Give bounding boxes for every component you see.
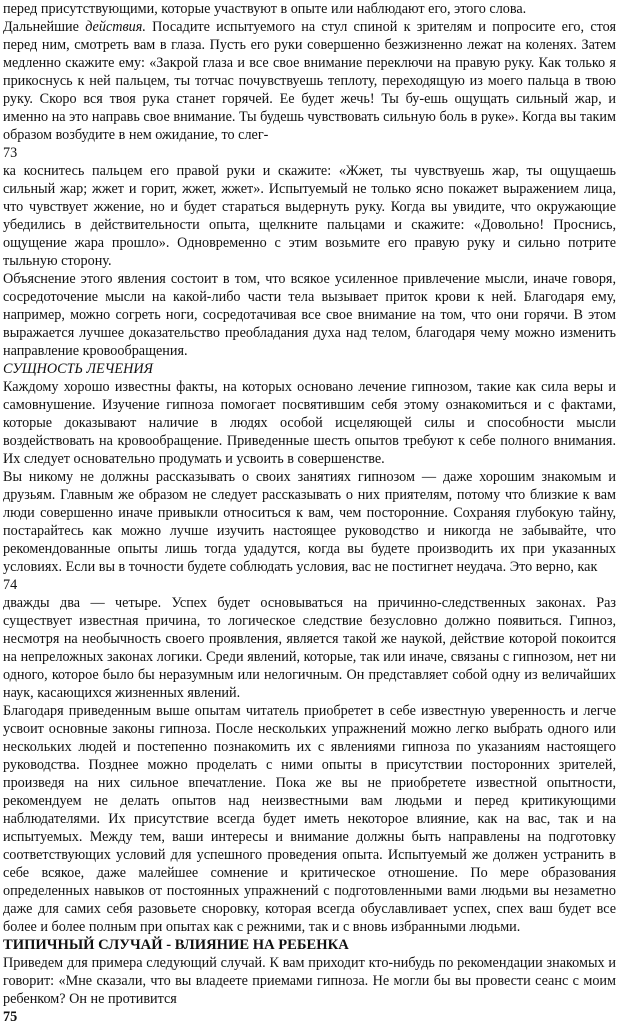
paragraph-5: Каждому хорошо известны факты, на которых основано лечение гипнозом, такие как сила веры и самовнушение. Изучение гипноза помогает посвятившим себя этому ознакомиться и с фактами, которые доказывают наличие в людях особой исцеляющей силы и способности мысли воздействовать на кровообращение. Приведенные шесть опытов требуют к себе полного внимания. Их следует основательно продумать и усвоить в совершенстве. bbox=[3, 379, 616, 467]
section-heading-typical-case: ТИПИЧНЫЙ СЛУЧАЙ - ВЛИЯНИЕ НА РЕБЕНКА bbox=[3, 937, 349, 953]
page-number-74: 74 bbox=[3, 577, 18, 593]
paragraph-7: дважды два — четыре. Успех будет основываться на причинно-следственных законах. Раз существует известная причина, то логическое следствие безусловно должно появиться. Гипноз, несмотря на необычность своего проявления, является такой же наукой, действие которой покоится на непреложных законах логики. Среди явлений, которые, так или иначе, связаны с гипнозом, нет ни одного, которое было бы неразумным или нелогичным. Он представляет собой одну из величайших наук, касающихся жизненных явлений. bbox=[3, 595, 616, 701]
paragraph-3: ка коснитесь пальцем его правой руки и скажите: «Жжет, ты чувствуешь жар, ты ощущаешь сильный жар; жжет и горит, жжет, жжет». Испытуемый не только ясно покажет выражением лица, что чувствует жжение, но и будет стараться выдернуть руку. Когда вы увидите, что окружающие убедились в действительности опыта, щелкните пальцами и скажите: «Довольно! Проснись, ощущение жара прошло». Одновременно с этим возьмите его правую руку и сильно потрите тыльную сторону. bbox=[3, 163, 616, 269]
paragraph-9: Приведем для примера следующий случай. К вам приходит кто-нибудь по рекомендации знакомых и говорит: «Мне сказали, что вы владеете приемами гипноза. Не могли бы вы провести сеанс с моим ребенком? Он не противится bbox=[3, 955, 616, 1007]
paragraph-4: Объяснение этого явления состоит в том, что всякое усиленное привлечение мысли, иначе говоря, сосредоточение мысли на какой-либо части тела вызывает приток крови к ней. Благодаря ему, например, можно согреть ноги, сосредотачивая все свое внимание на том, что они горячи. В этом выражается лучшее доказательство преобладания духа над телом, благодаря чему можно изменить направление кровообращения. bbox=[3, 271, 616, 359]
paragraph-2-body: Посадите испытуемого на стул спиной к зрителям и попросите его, стоя перед ним, смотреть вам в глаза. Пусть его руки совершенно безжизненно лежат на коленях. Затем медленно скажите ему: «Закрой глаза и все свое внимание переключи на правую руку. Как только я прикоснусь к ней пальцем, ты тотчас почувствуешь теплоту, переходящую из моего пальца в твою руку. Скоро вся твоя рука станет горячей. Ее будет жечь! Ты бу-ешь ощущать сильный жар, и именно на это направь свое внимание. Ты будешь чувствовать сильную боль в руке». Когда вы таким образом возбудите в нем ожидание, то слег- bbox=[3, 19, 616, 143]
paragraph-1: перед присутствующими, которые участвуют в опыте или наблюдают его, этого слова. bbox=[3, 1, 527, 17]
section-heading-essence: СУЩНОСТЬ ЛЕЧЕНИЯ bbox=[3, 361, 153, 377]
page-number-75: 75 bbox=[3, 1009, 18, 1025]
page-number-73: 73 bbox=[3, 145, 18, 161]
paragraph-8: Благодаря приведенным выше опытам читатель приобретет в себе известную уверенность и легче усвоит основные законы гипноза. После нескольких упражнений можно легко выбрать одного или нескольких людей и постепенно познакомить их с явлениями гипноза по указаниям настоящего руководства. Позднее можно проделать с ними опыты в присутствии посторонних зрителей, произведя на них сильное впечатление. Пока же вы не приобретете известной опытности, рекомендуем не делать опытов над неизвестными вам людьми и перед критикующими наблюдателями. Их присутствие всегда будет иметь некоторое влияние, как на вас, так и на испытуемых. Между тем, ваши интересы и внимание должны быть направлены на подготовку соответствующих условий для успешного проведения опыта. Испытуемый же должен устранить в себе всякое, даже малейшее сомнение и критическое отношение. По мере образования определенных навыков от постоянных упражнений с подготовленными вами людьми вы незаметно даже для самих себя разовьете сноровку, которая всегда обуславливает успех, спех ваш будет все более и более полным при опытах как с режними, так и с вновь избранными людьми. bbox=[3, 703, 616, 935]
paragraph-2-lead: Дальнейшие bbox=[3, 19, 86, 35]
paragraph-2 bbox=[3, 18, 616, 144]
paragraph-6: Вы никому не должны рассказывать о своих занятиях гипнозом — даже хорошим знакомым и друзьям. Главным же образом не следует рассказывать о них приятелям, потому что близкие к вам люди совершенно иначе привыкли относиться к вам, чем посторонние. Сохраняя глубокую тайну, постарайтесь как можно лучше изучить настоящее руководство и никогда не забывайте, что рекомендованные опыты лишь тогда удадутся, когда вы будете производить их при указанных условиях. Если вы в точности будете соблюдать условия, вас не постигнет неудача. Это верно, как bbox=[3, 469, 616, 575]
paragraph-2-italic: действия. bbox=[85, 19, 146, 35]
